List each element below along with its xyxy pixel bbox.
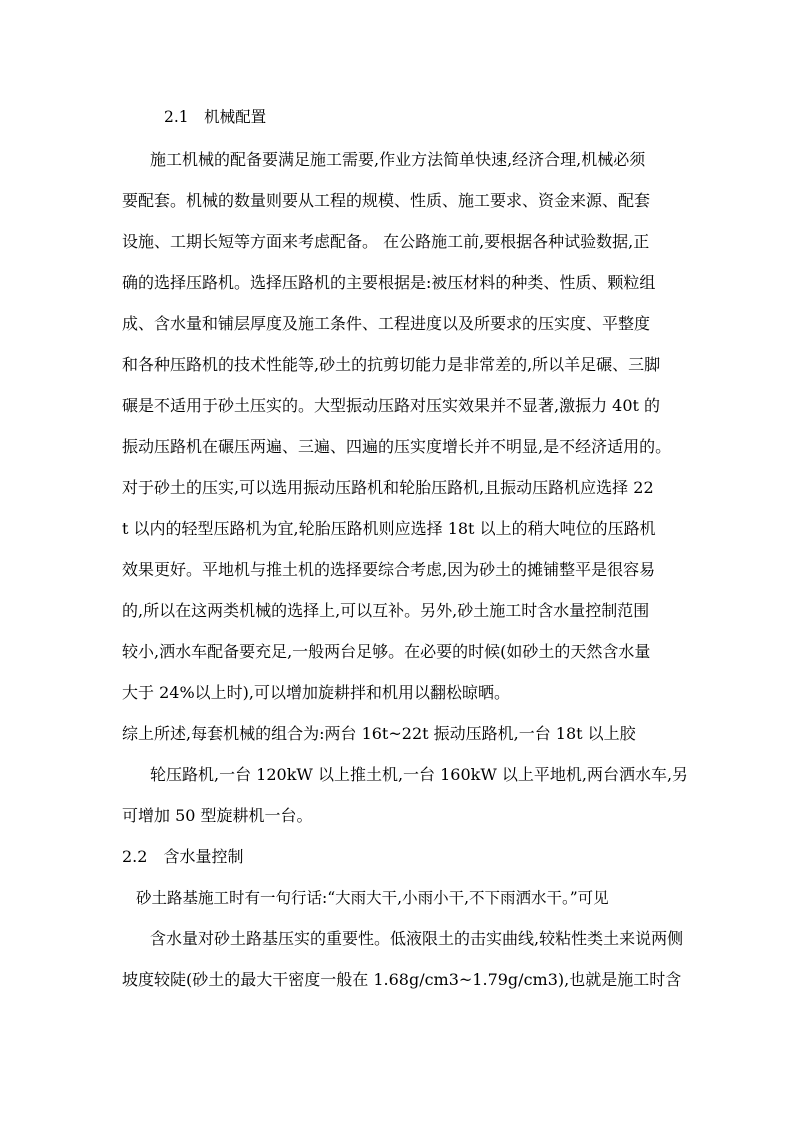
paragraph-line: 确的选择压路机。选择压路机的主要根据是:被压材料的种类、性质、颗粒组	[122, 273, 656, 292]
paragraph-line: 较小,洒水车配备要充足,一般两台足够。在必要的时候(如砂土的天然含水量	[122, 642, 651, 661]
paragraph-line: 碾是不适用于砂土压实的。大型振动压路对压实效果并不显著,激振力 40t 的	[122, 396, 661, 415]
section-heading-2-1: 2.1 机械配置	[164, 108, 267, 126]
paragraph-line: 的,所以在这两类机械的选择上,可以互补。另外,砂土施工时含水量控制范围	[122, 601, 650, 620]
paragraph-line: 施工机械的配备要满足施工需要,作业方法简单快速,经济合理,机械必须	[150, 150, 646, 169]
paragraph-line: t 以内的轻型压路机为宜,轮胎压路机则应选择 18t 以上的稍大吨位的压路机	[122, 519, 656, 538]
paragraph-line: 2.2 含水量控制	[122, 847, 244, 866]
paragraph-line: 综上所述,每套机械的组合为:两台 16t~22t 振动压路机,一台 18t 以上胶	[122, 724, 636, 743]
paragraph-line: 设施、工期长短等方面来考虑配备。 在公路施工前,要根据各种试验数据,正	[122, 232, 650, 251]
paragraph-line: 效果更好。平地机与推土机的选择要综合考虑,因为砂土的摊铺整平是很容易	[122, 560, 656, 579]
paragraph-line: 坡度较陡(砂土的最大干密度一般在 1.68g/cm3~1.79g/cm3),也就是施工时含	[122, 970, 682, 989]
paragraph-line: 振动压路机在碾压两遍、三遍、四遍的压实度增长并不明显,是不经济适用的。	[122, 437, 672, 456]
paragraph-line: 和各种压路机的技术性能等,砂土的抗剪切能力是非常差的,所以羊足碾、三脚	[122, 355, 661, 374]
section-heading-2-2: 砂土路基施工时有一句行话:“大雨大干,小雨小干,不下雨洒水干。”可见	[136, 889, 609, 907]
paragraph-line: 大于 24%以上时),可以增加旋耕拌和机用以翻松晾晒。	[122, 683, 510, 702]
paragraph-line: 含水量对砂土路基压实的重要性。低液限土的击实曲线,较粘性类土来说两侧	[150, 929, 684, 948]
paragraph-line: 要配套。机械的数量则要从工程的规模、性质、施工要求、资金来源、配套	[122, 191, 651, 210]
paragraph-line: 对于砂土的压实,可以选用振动压路机和轮胎压路机,且振动压路机应选择 22	[122, 478, 654, 497]
paragraph-line: 成、含水量和铺层厚度及施工条件、工程进度以及所要求的压实度、平整度	[122, 314, 651, 333]
paragraph-line: 轮压路机,一台 120kW 以上推土机,一台 160kW 以上平地机,两台洒水车,另	[150, 765, 689, 784]
paragraph-line: 可增加 50 型旋耕机一台。	[122, 806, 313, 825]
